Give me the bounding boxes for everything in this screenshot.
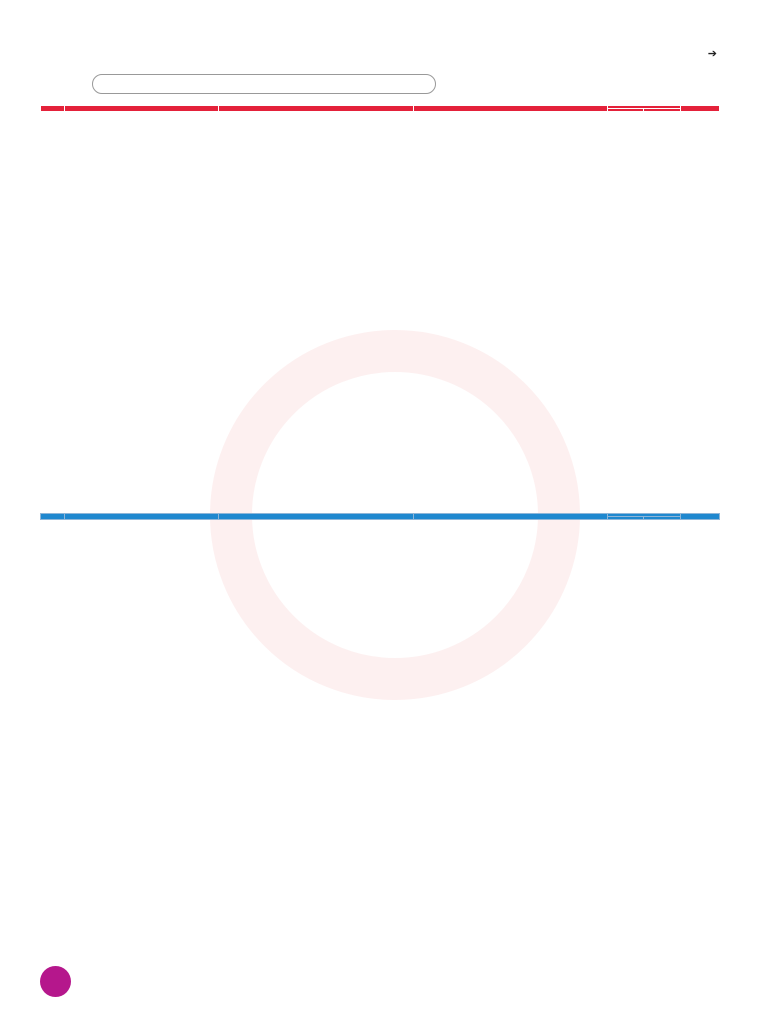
math-plan-table xyxy=(40,513,720,520)
arrow-right-icon: ➔ xyxy=(707,48,717,60)
col-ambito xyxy=(65,106,219,112)
recurring-note-title xyxy=(708,47,720,60)
col-aprendizajes xyxy=(414,514,608,520)
col-aprendizajes xyxy=(414,106,608,112)
col-temas xyxy=(219,514,414,520)
col-lm xyxy=(644,109,681,112)
col-m xyxy=(41,514,65,520)
col-ejes xyxy=(65,514,219,520)
col-m xyxy=(41,106,65,112)
col-practicas xyxy=(219,106,414,112)
page-number xyxy=(40,966,71,997)
col-lm xyxy=(644,517,681,520)
spanish-plan-table xyxy=(40,105,720,112)
fecha-field[interactable] xyxy=(92,74,436,94)
col-mda xyxy=(681,106,720,112)
col-mda xyxy=(681,514,720,520)
recurring-note xyxy=(708,47,720,60)
col-la xyxy=(608,109,644,112)
col-la xyxy=(608,517,644,520)
